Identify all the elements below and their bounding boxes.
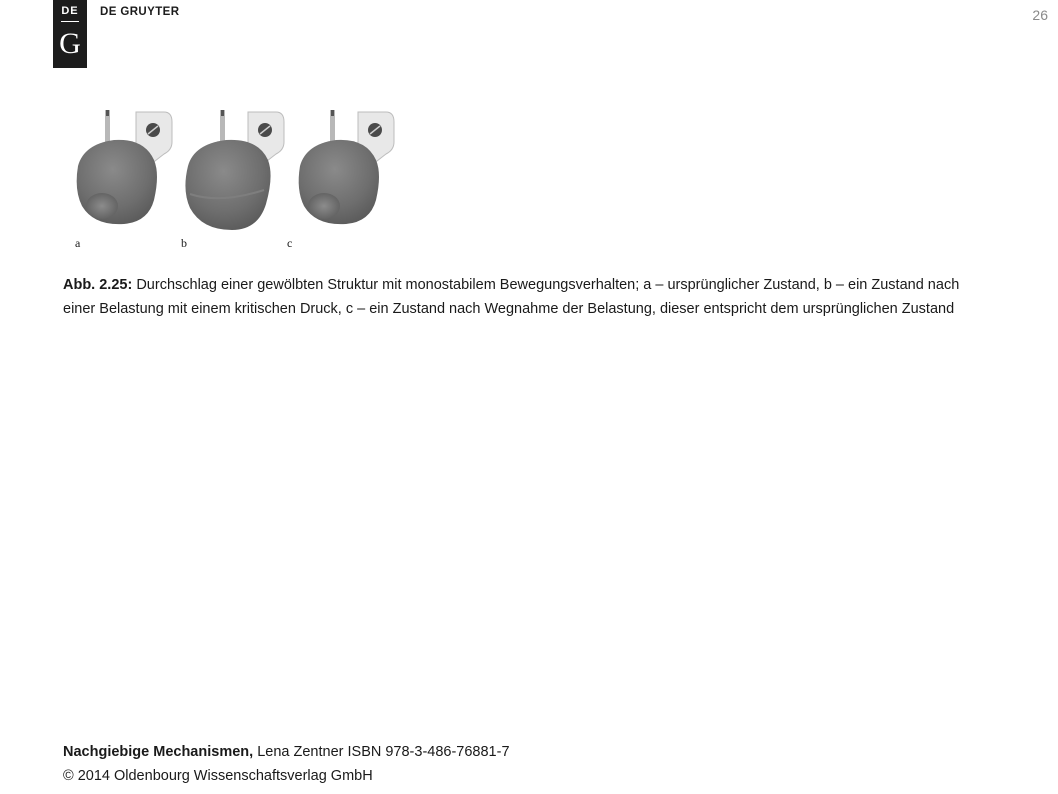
page-number: 26 bbox=[1032, 7, 1048, 23]
publisher-name: DE GRUYTER bbox=[100, 6, 180, 18]
caption-text: Durchschlag einer gewölbten Struktur mit monostabilem Bewegungsverhalten; a – ursprünglicher Zustand, b – ein Zustand nach einer Belastung mit einem kritischen Druck, c – ein Zustand nach Wegnahme der Belastung, dieser entspricht dem ursprünglichen Zustand bbox=[63, 277, 960, 317]
logo-top-text: DE bbox=[61, 5, 79, 17]
panel-c-shape bbox=[299, 110, 394, 224]
footer bbox=[63, 741, 510, 788]
panel-label-a: a bbox=[75, 236, 81, 250]
author-isbn: Lena Zentner ISBN 978-3-486-76881-7 bbox=[257, 744, 510, 760]
figure-caption bbox=[63, 274, 963, 321]
footer-line-1 bbox=[63, 741, 510, 765]
panel-b-shape bbox=[185, 110, 284, 230]
book-title: Nachgiebige Mechanismen, bbox=[63, 744, 254, 760]
caption-label: Abb. 2.25: bbox=[63, 277, 133, 293]
panel-label-c: c bbox=[287, 236, 293, 250]
publisher-logo bbox=[53, 0, 87, 68]
panel-label-b: b bbox=[181, 236, 187, 250]
logo-divider bbox=[61, 21, 79, 22]
logo-bottom-text: G bbox=[59, 27, 81, 60]
figure-image bbox=[64, 108, 404, 253]
panel-a-shape bbox=[77, 110, 172, 224]
footer-copyright: © 2014 Oldenbourg Wissenschaftsverlag GmbH bbox=[63, 767, 373, 784]
